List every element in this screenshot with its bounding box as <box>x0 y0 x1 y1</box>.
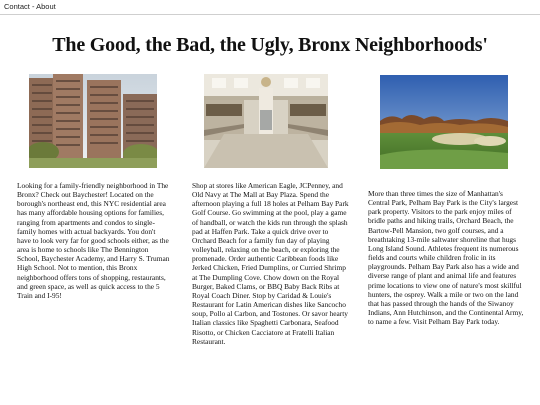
nav-separator: - <box>29 2 37 11</box>
things-to-do-description: Shop at stores like American Eagle, JCPenney, and Old Navy at The Mall at Bay Plaza. Spend the afternoon playing a full 18 holes at Pelham Bay Park Golf Course. Go swimming at the pool, play a game of handball, or watch the kids run through the splash pad at Haffen Park. Take a quick drive over to Orchard Beach for a family fun day of playing volleyball, relaxing on the beach, or exploring the promenade. Order authentic Caribbean foods like Jerked Chicken, Fried Dumplins, or Curried Shrimp at The Dumpling Cove. Chow down on the Royal Burger, Baked Clams, or BBQ Baby Back Ribs at Royal Coach Diner. Stop by Caridad & Louie's Restaurant for Latin American dishes like Sancocho soup, Pollo al Carbon, and Tostones. Or savor hearty Italian classics like Spaghetti Carbonara, Seafood Risotto, or Chicken Cacciatore at Fratelli Italian Restaurant. <box>192 181 349 346</box>
mall-interior-photo <box>204 74 328 168</box>
top-navigation <box>0 0 540 15</box>
nav-links <box>4 2 56 11</box>
baychester-description: Looking for a family-friendly neighborhood in The Bronx? Check out Baychester! Located on the borough's northeast end, this NYC residential area has many affordable housing options for families, ranging from apartments and condos to single-family homes with actual backyards. You don't have to look very far for good schools either, as the area is home to schools like The Bennington School, Baychester Academy, and Harry S. Truman High School. Not to mention, this Bronx neighborhood offers tons of shopping, restaurants, and green space, as well as quick access to the 5 Train and I-95! <box>17 181 170 300</box>
about-link[interactable]: About <box>36 2 56 11</box>
baychester-towers-photo <box>29 74 157 168</box>
pelham-bay-park-description: More than three times the size of Manhattan's Central Park, Pelham Bay Park is the City's largest park property. Visitors to the park enjoy miles of bridle paths and hiking trails, Orchard Beach, the Bartow-Pell Mansion, two golf courses, and a breathtaking 13-mile saltwater shoreline that hugs Long Island Sound. Athletes frequent its numerous fields and courts while children frolic in its playgrounds. Pelham Bay Park also has a wide and diverse range of plant and animal life and features prime locations to view one of nature's most skillful hunters, the osprey. Walk a mile or two on the land that has passed through the hands of the Siwanoy Indians, Ann Hutchinson, and the Continental Army, to name a few. Visit Pelham Bay Park today. <box>368 189 524 327</box>
page-title: The Good, the Bad, the Ugly, Bronx Neighborhoods' <box>52 34 488 56</box>
pelham-bay-park-photo <box>380 75 508 169</box>
contact-link[interactable]: Contact <box>4 2 30 11</box>
